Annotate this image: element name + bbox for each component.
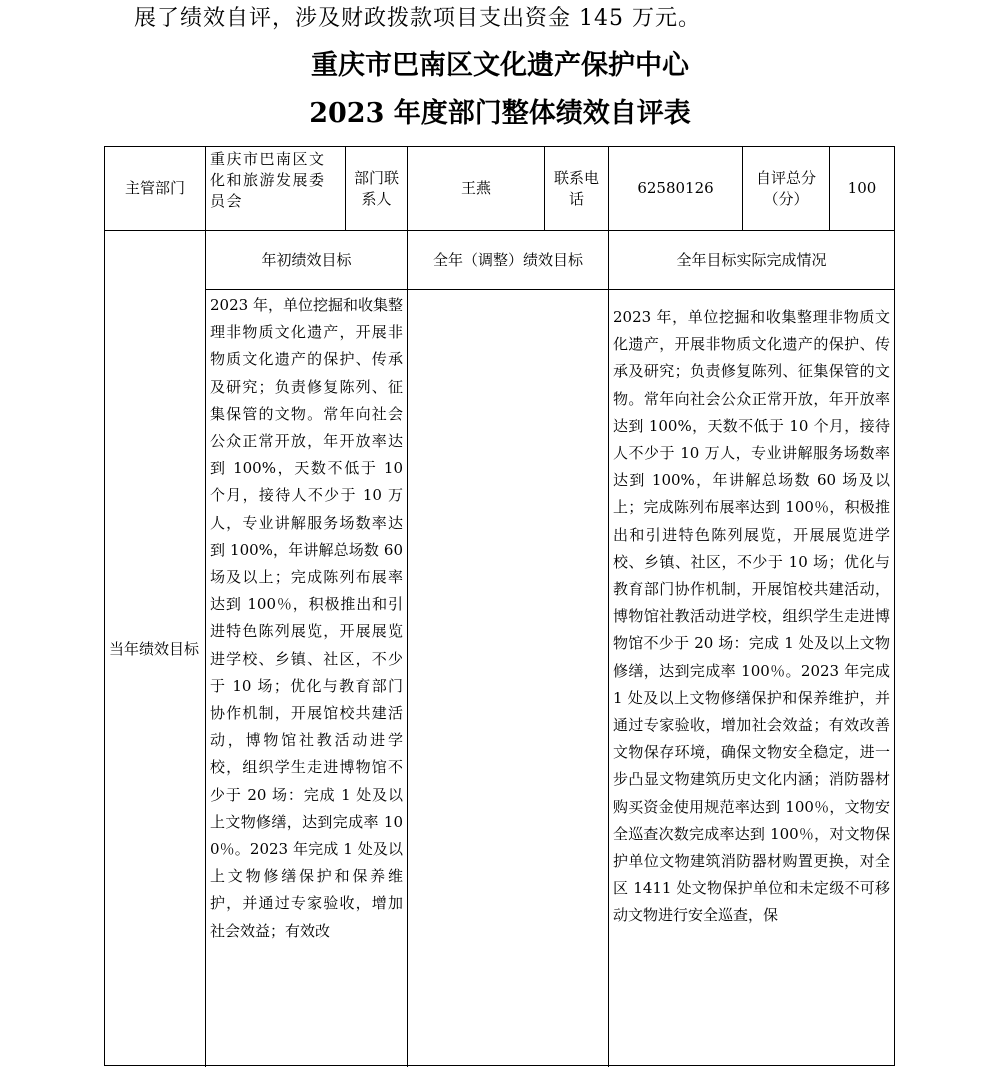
phone-value: 62580126 — [609, 147, 743, 231]
col-adjusted-goals: 全年（调整）绩效目标 — [408, 231, 609, 290]
dept-label: 主管部门 — [105, 147, 206, 231]
initial-goals-text: 2023 年，单位挖掘和收集整理非物质文化遗产，开展非物质文化遗产的保护、传承及研究；负责修复陈列、征集保管的文物。常年向社会公众正常开放，年开放率达到 100%，天数不低于 10 个月，接待人不少于 10 万人，专业讲解服务场数率达到 100%，年讲解总场数 60 场及以上；完成陈列布展率达到 100％，积极推出和引进特色陈列展览，开展展览进学校、乡镇、社区，不少于 10 场；优化与教育部门协作机制，开展馆校共建活动，博物馆社教活动进学校，组织学生走进博物馆不少于 20 场：完成 1 处及以上文物修缮，达到完成率 100％。2023 年完成 1 处及以上文物修缮保护和保养维护，并通过专家验收，增加社会效益；有效改 — [206, 290, 408, 1067]
dept-value: 重庆市巴南区文化和旅游发展委员会 — [206, 147, 346, 231]
document-title: 重庆市巴南区文化遗产保护中心 — [311, 50, 689, 81]
contact-value: 王燕 — [408, 147, 545, 231]
score-value: 100 — [830, 147, 894, 231]
evaluation-table — [104, 146, 895, 1066]
contact-label: 部门联系人 — [346, 147, 408, 231]
document-subtitle: 2023 年度部门整体绩效自评表 — [309, 98, 691, 129]
intro-line: 展了绩效自评，涉及财政拨款项目支出资金 145 万元。 — [134, 6, 701, 31]
goals-row-label: 当年绩效目标 — [105, 231, 206, 1067]
phone-label: 联系电话 — [545, 147, 609, 231]
col-initial-goals: 年初绩效目标 — [206, 231, 408, 290]
score-label: 自评总分（分） — [743, 147, 830, 231]
adjusted-goals-text — [408, 290, 609, 1067]
actual-completion-text: 2023 年，单位挖掘和收集整理非物质文化遗产，开展非物质文化遗产的保护、传承及研究；负责修复陈列、征集保管的文物。常年向社会公众正常开放，年开放率达到 100%，天数不低于 10 个月，接待人不少于 10 万人，专业讲解服务场数率达到 100%，年讲解总场数 60 场及以上；完成陈列布展率达到 100％，积极推出和引进特色陈列展览，开展展览进学校、乡镇、社区，不少于 10 场；优化与教育部门协作机制，开展馆校共建活动，博物馆社教活动进学校，组织学生走进博物馆不少于 20 场：完成 1 处及以上文物修缮，达到完成率 100％。2023 年完成 1 处及以上文物修缮保护和保养维护，并通过专家验收，增加社会效益；有效改善文物保存环境，确保文物安全稳定，进一步凸显文物建筑历史文化内涵；消防器材购买资金使用规范率达到 100％，文物安全巡查次数完成率达到 100％，对文物保护单位文物建筑消防器材购置更换，对全区 1411 处文物保护单位和未定级不可移动文物进行安全巡查，保 — [613, 308, 890, 925]
col-actual-completion: 全年目标实际完成情况 — [609, 231, 894, 290]
